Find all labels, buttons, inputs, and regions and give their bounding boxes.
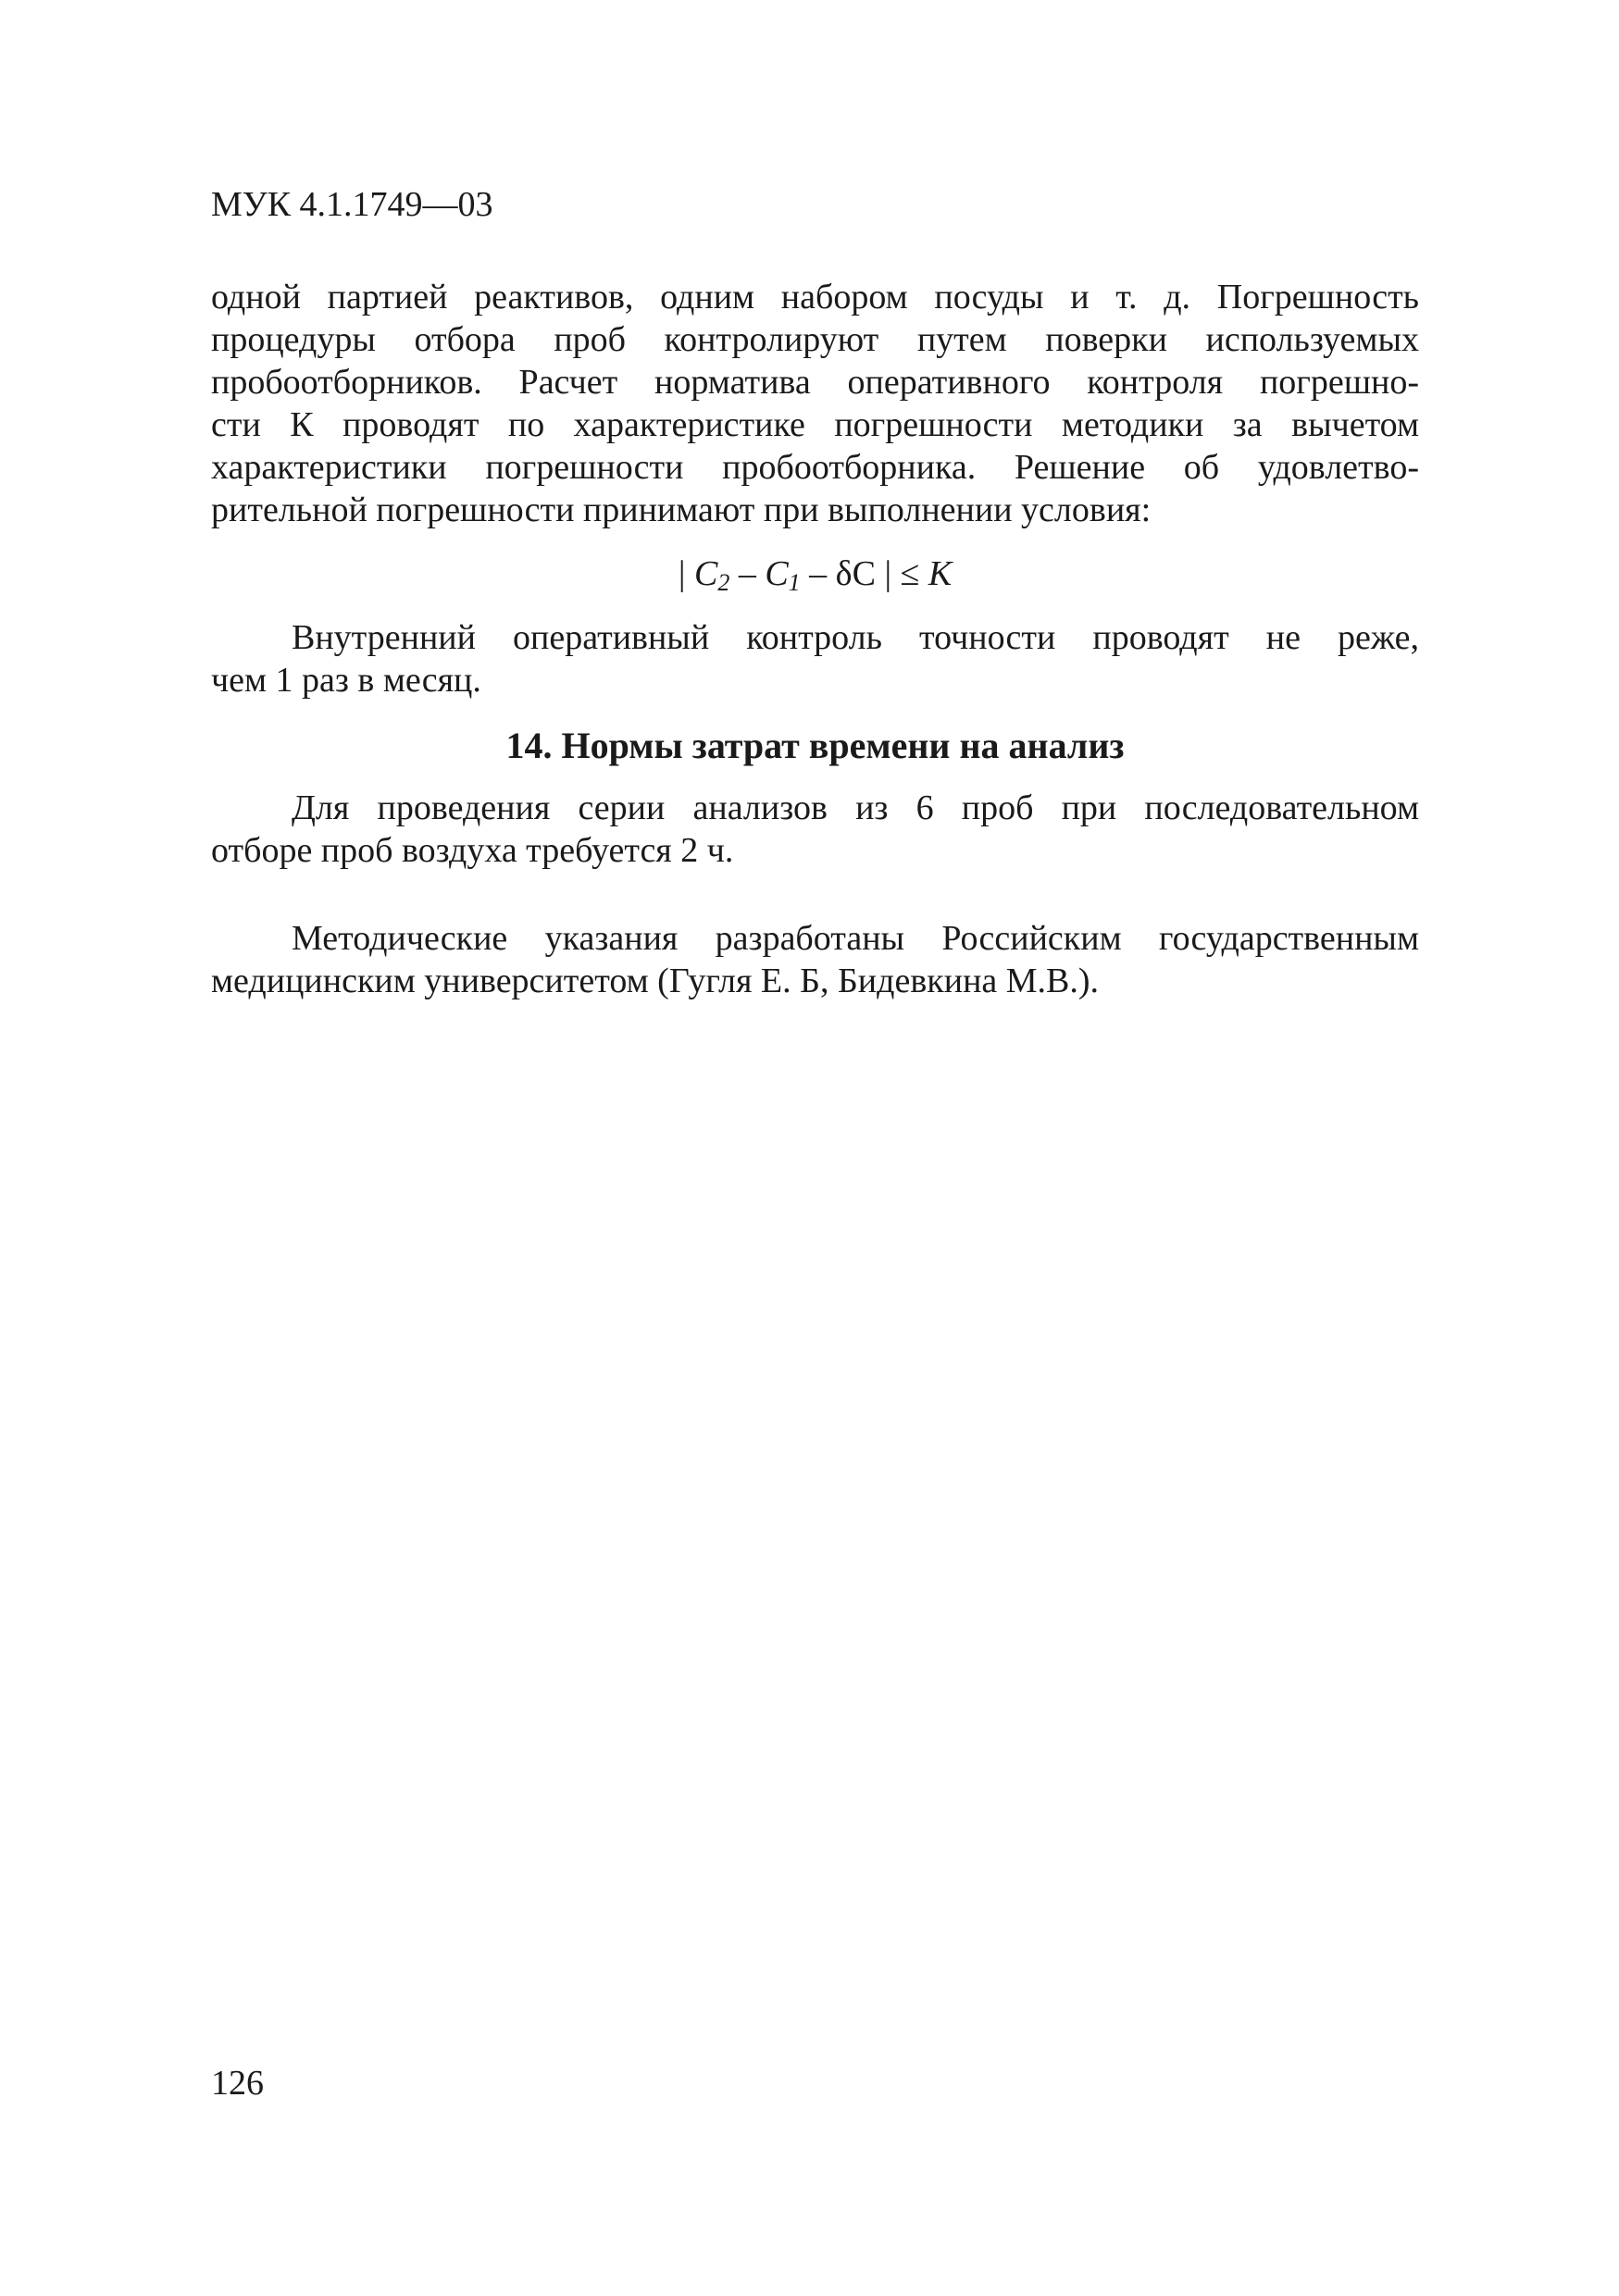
paragraph-line: процедуры отбора проб контролируют путем поверки используемых [211,320,1419,359]
formula-k: К [928,554,953,593]
paragraph-line: Для проведения серии анализов из 6 проб при последовательном [292,788,1419,827]
paragraph-time-norms [211,787,1419,872]
formula-c2: C [693,554,718,593]
formula-c2-subscript: 2 [717,569,730,596]
paragraph-line: чем 1 раз в месяц. [211,661,481,700]
paragraph-line: пробоотборников. Расчет норматива оперативного контроля погрешно- [211,363,1419,402]
paragraph-line: медицинским университетом (Гугля Е. Б, Бидевкина М.В.). [211,962,1100,1000]
paragraph-credits [211,917,1419,1002]
formula-close-leq: | ≤ [875,554,928,593]
formula-delta-c: δC [835,554,876,593]
formula-minus: – [729,554,766,593]
paragraph-line: одной партией реактивов, одним набором посуды и т. д. Погрешность [211,278,1419,316]
formula-minus: – [800,554,836,593]
paragraph-line: рительной погрешности принимают при выполнении условия: [211,490,1152,529]
running-header: МУК 4.1.1749—03 [211,185,493,224]
formula-c1: C [765,554,789,593]
paragraph-control-procedure [211,276,1419,531]
formula-c1-subscript: 1 [788,569,801,596]
section-heading: 14. Нормы затрат времени на анализ [505,725,1125,766]
page-number: 126 [211,2064,264,2103]
paragraph-line: отборе проб воздуха требуется 2 ч. [211,831,734,870]
paragraph-line: характеристики погрешности пробоотборника. Решение об удовлетво- [211,448,1419,487]
paragraph-line: сти К проводят по характеристике погрешности методики за вычетом [211,405,1419,444]
formula-open-bar: | [678,554,694,593]
condition-formula [211,552,1419,595]
paragraph-internal-control [211,616,1419,701]
paragraph-line: Методические указания разработаны Российским государственным [292,919,1419,958]
paragraph-line: Внутренний оперативный контроль точности проводят не реже, [292,618,1419,657]
